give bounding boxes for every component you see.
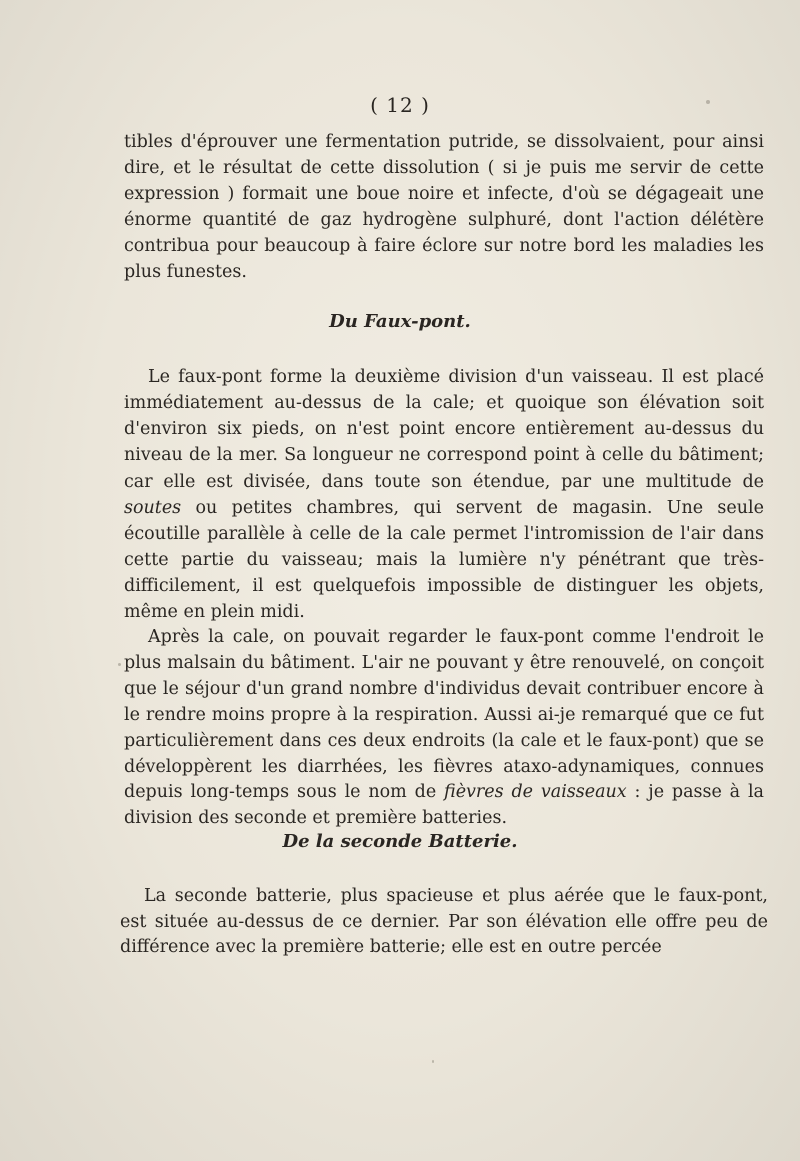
paragraph-text: ou petites chambres, qui servent de magasin. Une seule écoutille parallèle à celle de la cale permet l'intromission de l'air dans cette partie du vaisseau; mais la lumière n'y pénétrant que très-difficilement, il est quelquefois impossible de distinguer les objets, même en plein midi. — [124, 497, 764, 623]
paragraph-text: tibles d'éprouver une fermentation putride, se dissolvaient, pour ainsi dire, et le résultat de cette dissolution ( si je puis me servir de cette expression ) formait une boue noire et infecte, d'où se dégageait une énorme quantité de gaz hydrogène sulphuré, dont l'action délétère contribua pour beaucoup à faire éclore sur notre bord les maladies les plus funestes. — [124, 132, 764, 282]
section-heading-faux-pont: Du Faux-pont. — [329, 311, 471, 332]
italic-term-soutes: soutes — [124, 497, 182, 518]
paragraph-text: : je passe à la division des seconde et première batteries. — [124, 782, 764, 829]
paper-speck — [432, 1060, 434, 1063]
paragraph-text: Le faux-pont forme la deuxième division d'un vaisseau. Il est placé immédiatement au-dessus de la cale; et quoique son élévation soit d'environ six pieds, on n'est point encore entièrement au-dessus du niveau de la mer. Sa longueur ne correspond point à celle du bâtiment; car elle est divisée, dans toute son étendue, par une multitude de — [124, 367, 764, 492]
page-number: ( 12 ) — [370, 93, 430, 117]
paragraph-faux-pont-insalubrity — [124, 625, 764, 832]
section-heading-seconde-batterie: De la seconde Batterie. — [282, 831, 518, 852]
paragraph-text: Après la cale, on pouvait regarder le faux-pont comme l'endroit le plus malsain du bâtiment. L'air ne pouvant y être renouvelé, on conçoit que le séjour d'un grand nombre d'individus devait contribuer encore à le rendre moins propre à la respiration. Aussi ai-je remarqué que ce fut particulièrement dans ces deux endroits (la cale et le faux-pont) que se développèrent les diarrhées, les fièvres ataxo-adynamiques, connues depuis long-temps sous le nom de — [124, 627, 764, 803]
paragraph-putrid-fermentation — [124, 130, 764, 285]
italic-term-fievres-de-vaisseaux: fièvres de vaisseaux — [444, 782, 627, 803]
paragraph-seconde-batterie — [120, 884, 768, 961]
paper-speck — [118, 663, 121, 666]
paragraph-faux-pont-description — [124, 364, 764, 626]
paragraph-text: La seconde batterie, plus spacieuse et plus aérée que le faux-pont, est située au-dessus de ce dernier. Par son élévation elle offre peu de différence avec la première batterie; elle est en outre percée — [120, 886, 768, 958]
